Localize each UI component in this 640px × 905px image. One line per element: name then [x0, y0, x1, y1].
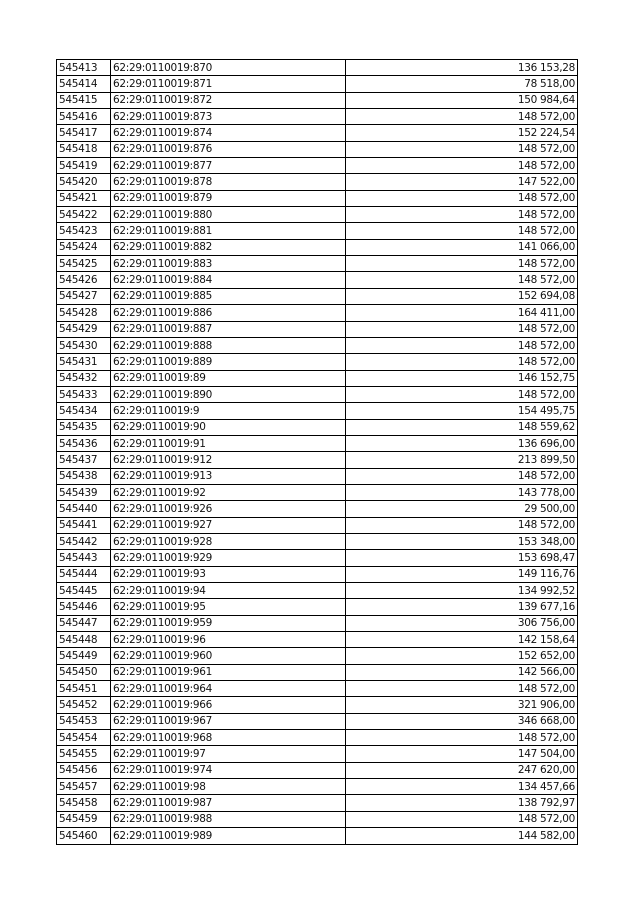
- amount-cell: 153 698,47: [346, 550, 578, 566]
- amount-cell: 139 677,16: [346, 599, 578, 615]
- amount-cell: 148 572,00: [346, 223, 578, 239]
- row-id-cell: 545421: [57, 190, 111, 206]
- amount-cell: 153 348,00: [346, 533, 578, 549]
- cadastral-number-cell: 62:29:0110019:96: [111, 632, 346, 648]
- table-row: [57, 288, 578, 304]
- row-id-cell: 545452: [57, 697, 111, 713]
- cadastral-number-cell: 62:29:0110019:926: [111, 501, 346, 517]
- amount-cell: 154 495,75: [346, 403, 578, 419]
- row-id-cell: 545429: [57, 321, 111, 337]
- cadastral-number-cell: 62:29:0110019:880: [111, 207, 346, 223]
- table-row: [57, 76, 578, 92]
- row-id-cell: 545455: [57, 746, 111, 762]
- cadastral-number-cell: 62:29:0110019:967: [111, 713, 346, 729]
- row-id-cell: 545447: [57, 615, 111, 631]
- amount-cell: 213 899,50: [346, 452, 578, 468]
- table-row: [57, 92, 578, 108]
- cadastral-number-cell: 62:29:0110019:960: [111, 648, 346, 664]
- amount-cell: 136 153,28: [346, 60, 578, 76]
- table-row: [57, 370, 578, 386]
- amount-cell: 148 572,00: [346, 158, 578, 174]
- row-id-cell: 545434: [57, 403, 111, 419]
- amount-cell: 148 572,00: [346, 256, 578, 272]
- table-row: [57, 125, 578, 141]
- row-id-cell: 545451: [57, 681, 111, 697]
- cadastral-number-cell: 62:29:0110019:9: [111, 403, 346, 419]
- amount-cell: 152 652,00: [346, 648, 578, 664]
- row-id-cell: 545454: [57, 730, 111, 746]
- table-row: [57, 386, 578, 402]
- cadastral-number-cell: 62:29:0110019:966: [111, 697, 346, 713]
- cadastral-number-cell: 62:29:0110019:877: [111, 158, 346, 174]
- cadastral-number-cell: 62:29:0110019:929: [111, 550, 346, 566]
- row-id-cell: 545428: [57, 305, 111, 321]
- table-row: [57, 141, 578, 157]
- cadastral-number-cell: 62:29:0110019:97: [111, 746, 346, 762]
- table-row: [57, 811, 578, 827]
- row-id-cell: 545431: [57, 354, 111, 370]
- cadastral-number-cell: 62:29:0110019:928: [111, 533, 346, 549]
- amount-cell: 142 566,00: [346, 664, 578, 680]
- row-id-cell: 545448: [57, 632, 111, 648]
- table-row: [57, 664, 578, 680]
- row-id-cell: 545459: [57, 811, 111, 827]
- table-row: [57, 109, 578, 125]
- row-id-cell: 545417: [57, 125, 111, 141]
- row-id-cell: 545444: [57, 566, 111, 582]
- amount-cell: 144 582,00: [346, 828, 578, 844]
- cadastral-number-cell: 62:29:0110019:884: [111, 272, 346, 288]
- cadastral-number-cell: 62:29:0110019:874: [111, 125, 346, 141]
- amount-cell: 148 572,00: [346, 109, 578, 125]
- cadastral-number-cell: 62:29:0110019:959: [111, 615, 346, 631]
- cadastral-number-cell: 62:29:0110019:89: [111, 370, 346, 386]
- amount-cell: 148 572,00: [346, 337, 578, 353]
- row-id-cell: 545446: [57, 599, 111, 615]
- row-id-cell: 545441: [57, 517, 111, 533]
- table-body: [57, 60, 578, 845]
- amount-cell: 148 572,00: [346, 190, 578, 206]
- table-row: [57, 272, 578, 288]
- cadastral-number-cell: 62:29:0110019:91: [111, 435, 346, 451]
- amount-cell: 306 756,00: [346, 615, 578, 631]
- row-id-cell: 545457: [57, 779, 111, 795]
- row-id-cell: 545422: [57, 207, 111, 223]
- row-id-cell: 545436: [57, 435, 111, 451]
- table-row: [57, 583, 578, 599]
- amount-cell: 136 696,00: [346, 435, 578, 451]
- table-row: [57, 223, 578, 239]
- table-row: [57, 501, 578, 517]
- row-id-cell: 545415: [57, 92, 111, 108]
- amount-cell: 148 559,62: [346, 419, 578, 435]
- row-id-cell: 545420: [57, 174, 111, 190]
- table-row: [57, 517, 578, 533]
- cadastral-number-cell: 62:29:0110019:881: [111, 223, 346, 239]
- amount-cell: 147 522,00: [346, 174, 578, 190]
- table-row: [57, 730, 578, 746]
- cadastral-number-cell: 62:29:0110019:887: [111, 321, 346, 337]
- cadastral-number-cell: 62:29:0110019:870: [111, 60, 346, 76]
- cadastral-number-cell: 62:29:0110019:90: [111, 419, 346, 435]
- row-id-cell: 545442: [57, 533, 111, 549]
- amount-cell: 164 411,00: [346, 305, 578, 321]
- row-id-cell: 545453: [57, 713, 111, 729]
- cadastral-number-cell: 62:29:0110019:93: [111, 566, 346, 582]
- row-id-cell: 545435: [57, 419, 111, 435]
- row-id-cell: 545433: [57, 386, 111, 402]
- cadastral-number-cell: 62:29:0110019:879: [111, 190, 346, 206]
- row-id-cell: 545456: [57, 762, 111, 778]
- row-id-cell: 545416: [57, 109, 111, 125]
- table-row: [57, 354, 578, 370]
- cadastral-number-cell: 62:29:0110019:886: [111, 305, 346, 321]
- amount-cell: 146 152,75: [346, 370, 578, 386]
- table-row: [57, 615, 578, 631]
- row-id-cell: 545438: [57, 468, 111, 484]
- amount-cell: 148 572,00: [346, 354, 578, 370]
- row-id-cell: 545437: [57, 452, 111, 468]
- cadastral-number-cell: 62:29:0110019:883: [111, 256, 346, 272]
- cadastral-number-cell: 62:29:0110019:913: [111, 468, 346, 484]
- amount-cell: 134 457,66: [346, 779, 578, 795]
- table-row: [57, 239, 578, 255]
- cadastral-number-cell: 62:29:0110019:988: [111, 811, 346, 827]
- amount-cell: 346 668,00: [346, 713, 578, 729]
- table-row: [57, 321, 578, 337]
- amount-cell: 148 572,00: [346, 321, 578, 337]
- table-row: [57, 762, 578, 778]
- row-id-cell: 545424: [57, 239, 111, 255]
- amount-cell: 29 500,00: [346, 501, 578, 517]
- cadastral-number-cell: 62:29:0110019:964: [111, 681, 346, 697]
- amount-cell: 148 572,00: [346, 517, 578, 533]
- amount-cell: 138 792,97: [346, 795, 578, 811]
- table-row: [57, 484, 578, 500]
- table-row: [57, 174, 578, 190]
- cadastral-number-cell: 62:29:0110019:987: [111, 795, 346, 811]
- amount-cell: 134 992,52: [346, 583, 578, 599]
- cadastral-number-cell: 62:29:0110019:871: [111, 76, 346, 92]
- amount-cell: 148 572,00: [346, 730, 578, 746]
- row-id-cell: 545439: [57, 484, 111, 500]
- cadastral-number-cell: 62:29:0110019:94: [111, 583, 346, 599]
- cadastral-number-cell: 62:29:0110019:888: [111, 337, 346, 353]
- cadastral-number-cell: 62:29:0110019:989: [111, 828, 346, 844]
- table-row: [57, 566, 578, 582]
- amount-cell: 141 066,00: [346, 239, 578, 255]
- cadastral-number-cell: 62:29:0110019:927: [111, 517, 346, 533]
- table-row: [57, 207, 578, 223]
- row-id-cell: 545419: [57, 158, 111, 174]
- table-row: [57, 60, 578, 76]
- row-id-cell: 545449: [57, 648, 111, 664]
- table-row: [57, 256, 578, 272]
- row-id-cell: 545458: [57, 795, 111, 811]
- row-id-cell: 545414: [57, 76, 111, 92]
- table-row: [57, 419, 578, 435]
- amount-cell: 247 620,00: [346, 762, 578, 778]
- row-id-cell: 545440: [57, 501, 111, 517]
- table-row: [57, 779, 578, 795]
- table-row: [57, 452, 578, 468]
- table-row: [57, 599, 578, 615]
- cadastral-number-cell: 62:29:0110019:974: [111, 762, 346, 778]
- table-row: [57, 158, 578, 174]
- row-id-cell: 545450: [57, 664, 111, 680]
- table-row: [57, 337, 578, 353]
- cadastral-number-cell: 62:29:0110019:890: [111, 386, 346, 402]
- row-id-cell: 545423: [57, 223, 111, 239]
- table-row: [57, 681, 578, 697]
- table-row: [57, 403, 578, 419]
- amount-cell: 148 572,00: [346, 272, 578, 288]
- amount-cell: 148 572,00: [346, 141, 578, 157]
- cadastral-number-cell: 62:29:0110019:92: [111, 484, 346, 500]
- cadastral-number-cell: 62:29:0110019:878: [111, 174, 346, 190]
- cadastral-number-cell: 62:29:0110019:98: [111, 779, 346, 795]
- row-id-cell: 545460: [57, 828, 111, 844]
- cadastral-number-cell: 62:29:0110019:872: [111, 92, 346, 108]
- amount-cell: 149 116,76: [346, 566, 578, 582]
- table-row: [57, 713, 578, 729]
- cadastral-number-cell: 62:29:0110019:961: [111, 664, 346, 680]
- table-row: [57, 828, 578, 844]
- amount-cell: 148 572,00: [346, 811, 578, 827]
- cadastral-number-cell: 62:29:0110019:912: [111, 452, 346, 468]
- row-id-cell: 545432: [57, 370, 111, 386]
- table-row: [57, 305, 578, 321]
- table-row: [57, 468, 578, 484]
- amount-cell: 142 158,64: [346, 632, 578, 648]
- cadastral-number-cell: 62:29:0110019:885: [111, 288, 346, 304]
- cadastral-number-cell: 62:29:0110019:889: [111, 354, 346, 370]
- row-id-cell: 545426: [57, 272, 111, 288]
- table-row: [57, 550, 578, 566]
- amount-cell: 150 984,64: [346, 92, 578, 108]
- row-id-cell: 545418: [57, 141, 111, 157]
- row-id-cell: 545427: [57, 288, 111, 304]
- row-id-cell: 545430: [57, 337, 111, 353]
- amount-cell: 147 504,00: [346, 746, 578, 762]
- amount-cell: 148 572,00: [346, 207, 578, 223]
- table-row: [57, 632, 578, 648]
- row-id-cell: 545445: [57, 583, 111, 599]
- table-row: [57, 435, 578, 451]
- amount-cell: 321 906,00: [346, 697, 578, 713]
- table-row: [57, 648, 578, 664]
- amount-cell: 152 694,08: [346, 288, 578, 304]
- row-id-cell: 545425: [57, 256, 111, 272]
- cadastral-number-cell: 62:29:0110019:876: [111, 141, 346, 157]
- amount-cell: 152 224,54: [346, 125, 578, 141]
- amount-cell: 148 572,00: [346, 681, 578, 697]
- cadastral-number-cell: 62:29:0110019:968: [111, 730, 346, 746]
- table-row: [57, 746, 578, 762]
- cadastral-number-cell: 62:29:0110019:882: [111, 239, 346, 255]
- amount-cell: 78 518,00: [346, 76, 578, 92]
- cadastral-value-table: [56, 59, 578, 845]
- table-row: [57, 190, 578, 206]
- table-row: [57, 697, 578, 713]
- row-id-cell: 545413: [57, 60, 111, 76]
- table-row: [57, 795, 578, 811]
- row-id-cell: 545443: [57, 550, 111, 566]
- cadastral-number-cell: 62:29:0110019:95: [111, 599, 346, 615]
- amount-cell: 148 572,00: [346, 386, 578, 402]
- amount-cell: 148 572,00: [346, 468, 578, 484]
- cadastral-number-cell: 62:29:0110019:873: [111, 109, 346, 125]
- amount-cell: 143 778,00: [346, 484, 578, 500]
- table-row: [57, 533, 578, 549]
